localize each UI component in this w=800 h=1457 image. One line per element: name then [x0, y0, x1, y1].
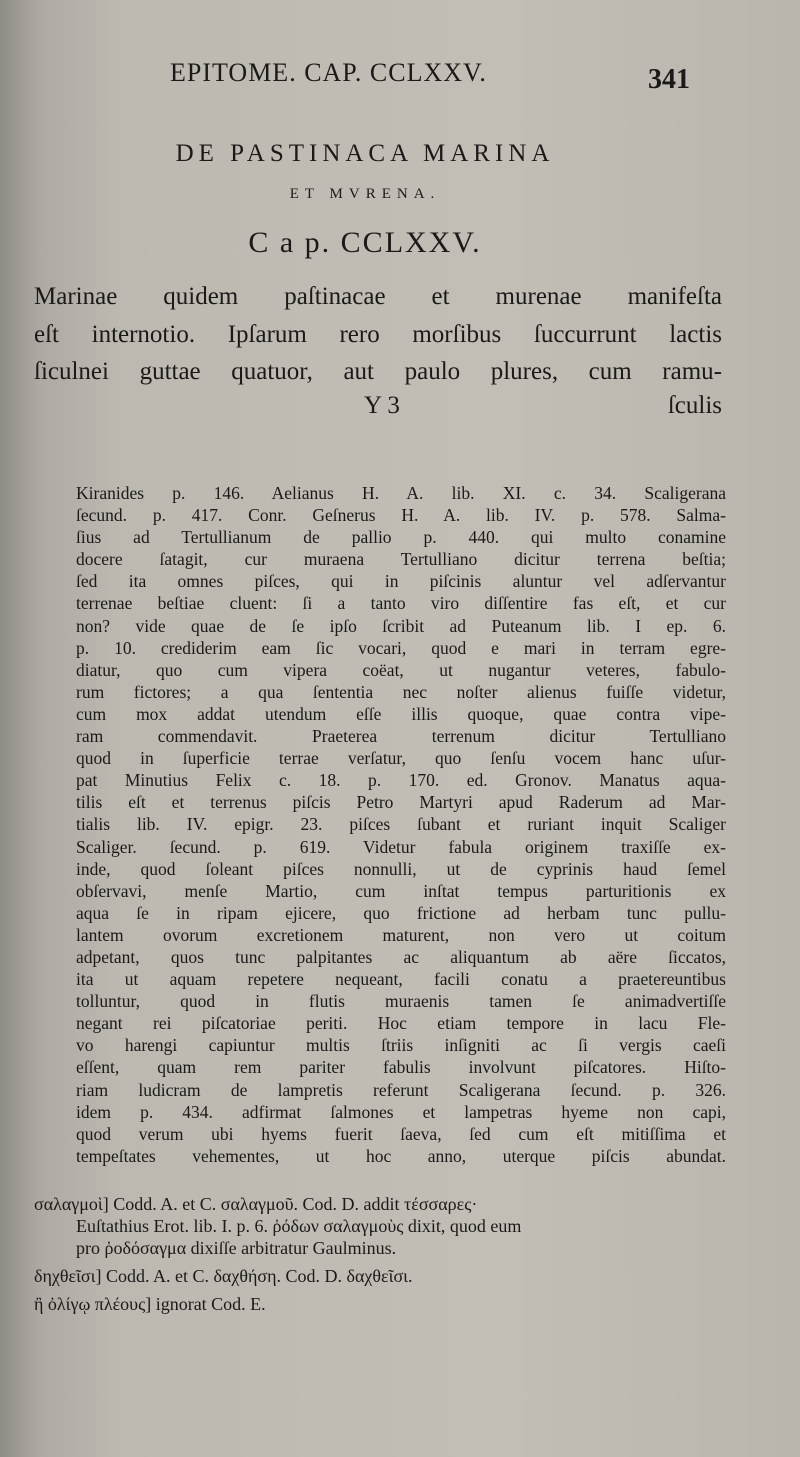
main-text — [34, 278, 722, 391]
note-line: p. 10. crediderim eam ſic vocari, quod e mari in terram egre- — [76, 637, 726, 658]
apparatus-line: δηχθεῖσι] Codd. A. et C. δαχθήση. Cod. D. δαχθεῖσι. — [34, 1266, 413, 1286]
note-line: lantem ovorum excretionem maturent, non vero ut coitum — [76, 924, 726, 945]
main-text-line: ſiculnei guttae quatuor, aut paulo plures, cum ramu- — [34, 358, 722, 385]
note-line: quod verum ubi hyems fuerit ſaeva, ſed cum eſt mitiſſima et — [76, 1123, 726, 1144]
note-line: vo harengi capiuntur multis ſtriis inſigniti ac ſi vergis caeſi — [76, 1035, 726, 1056]
critical-apparatus — [34, 1193, 734, 1315]
note-line: tolluntur, quod in flutis muraenis tamen ſe animadvertiſſe — [76, 991, 726, 1012]
note-line: inde, quod ſoleant piſces nonnulli, ut de cyprinis haud ſemel — [76, 858, 726, 879]
note-line: ram commendavit. Praeterea terrenum dicitur Tertulliano — [76, 726, 726, 747]
note-line: tempeſtates vehementes, ut hoc anno, uterque piſcis abundat. — [76, 1145, 726, 1166]
page-number: 341 — [648, 64, 690, 95]
note-line: non? vide quae de ſe ipſo ſcribit ad Puteanum lib. I ep. 6. — [76, 615, 726, 636]
chapter-subtitle: ET MVRENA. — [289, 186, 441, 202]
note-line: tialis lib. IV. epigr. 23. piſces ſubant et ruriant inquit Scaliger — [76, 814, 726, 835]
chapter-heading: C a p. CCLXXV. — [248, 226, 482, 259]
footnote-commentary — [76, 482, 726, 1167]
note-line: terrenae beſtiae cluent: ſi a tanto viro diſſentire fas eſt, et cur — [76, 593, 726, 614]
signature-row — [34, 392, 722, 428]
apparatus-line: Euſtathius Erot. lib. I. p. 6. ῥόδων σαλαγμοὺς dixit, quod eum — [76, 1216, 522, 1236]
catchword: ſculis — [667, 392, 722, 419]
note-line: riam ludicram de lampretis referunt Scaligerana ſecund. p. 326. — [76, 1079, 726, 1100]
note-line: eſſent, quam rem pariter fabulis involvunt piſcatores. Hiſto- — [76, 1057, 726, 1078]
note-line: ſed ita omnes piſces, qui in piſcinis aluntur vel adſervantur — [76, 571, 726, 592]
note-line: Kiranides p. 146. Aelianus H. A. lib. XI. c. 34. Scaligerana — [76, 483, 726, 503]
note-line: obſervavi, menſe Martio, cum inſtat tempus parturitionis ex — [76, 880, 726, 901]
note-line: negant rei piſcatoriae periti. Hoc etiam tempore in lacu Fle- — [76, 1013, 726, 1034]
signature-mark: Y 3 — [364, 392, 400, 419]
note-line: rum fictores; a qua ſententia nec noſter alienus fuiſſe videtur, — [76, 681, 726, 702]
note-line: quod in ſuperficie terrae verſatur, quo ſenſu vocem hanc uſur- — [76, 748, 726, 769]
note-line: pat Minutius Felix c. 18. p. 170. ed. Gronov. Manatus aqua- — [76, 770, 726, 791]
note-line: idem p. 434. adfirmat ſalmones et lampetras hyeme non capi, — [76, 1101, 726, 1122]
main-text-line: eſt internotio. Ipſarum rero morſibus ſuccurrunt lactis — [34, 320, 722, 348]
note-line: ita ut aquam repetere nequeant, facili conatu a praetereuntibus — [76, 969, 726, 990]
note-line: cum mox addat utendum eſſe illis quoque, quae contra vipe- — [76, 703, 726, 724]
note-line: docere ſatagit, cur muraena Tertulliano dicitur terrena beſtia; — [76, 549, 726, 570]
note-line: ſecund. p. 417. Conr. Geſnerus H. A. lib. IV. p. 578. Salma- — [76, 505, 726, 526]
apparatus-line: pro ῥοδόσαγμα dixiſſe arbitratur Gaulminus. — [76, 1238, 397, 1258]
note-line: diatur, quo cum vipera coëat, ut nugantur veteres, fabulo- — [76, 659, 726, 680]
main-text-line: Marinae quidem paſtinacae et murenae manifeſta — [34, 283, 722, 310]
note-line: adpetant, quos tunc palpitantes ac aliquantum ab aëre ſiccatos, — [76, 946, 726, 967]
chapter-title: DE PASTINACA MARINA — [175, 140, 555, 167]
note-line: Scaliger. ſecund. p. 619. Videtur fabula originem traxiſſe ex- — [76, 836, 726, 857]
note-line: aqua ſe in ripam ejicere, quo frictione ad herbam tunc pullu- — [76, 902, 726, 923]
note-line: ſius ad Tertullianum de pallio p. 440. qui multo conamine — [76, 527, 726, 548]
running-head: EPITOME. CAP. CCLXXV. — [170, 58, 487, 87]
apparatus-line: ἢ ὀλίγῳ πλέους] ignorat Cod. E. — [34, 1294, 266, 1314]
note-line: tilis eſt et terrenus piſcis Petro Martyri apud Raderum ad Mar- — [76, 792, 726, 813]
apparatus-line: σαλαγμοὶ] Codd. A. et C. σαλαγμοῦ. Cod. D. addit τέσσαρες· — [34, 1194, 478, 1214]
